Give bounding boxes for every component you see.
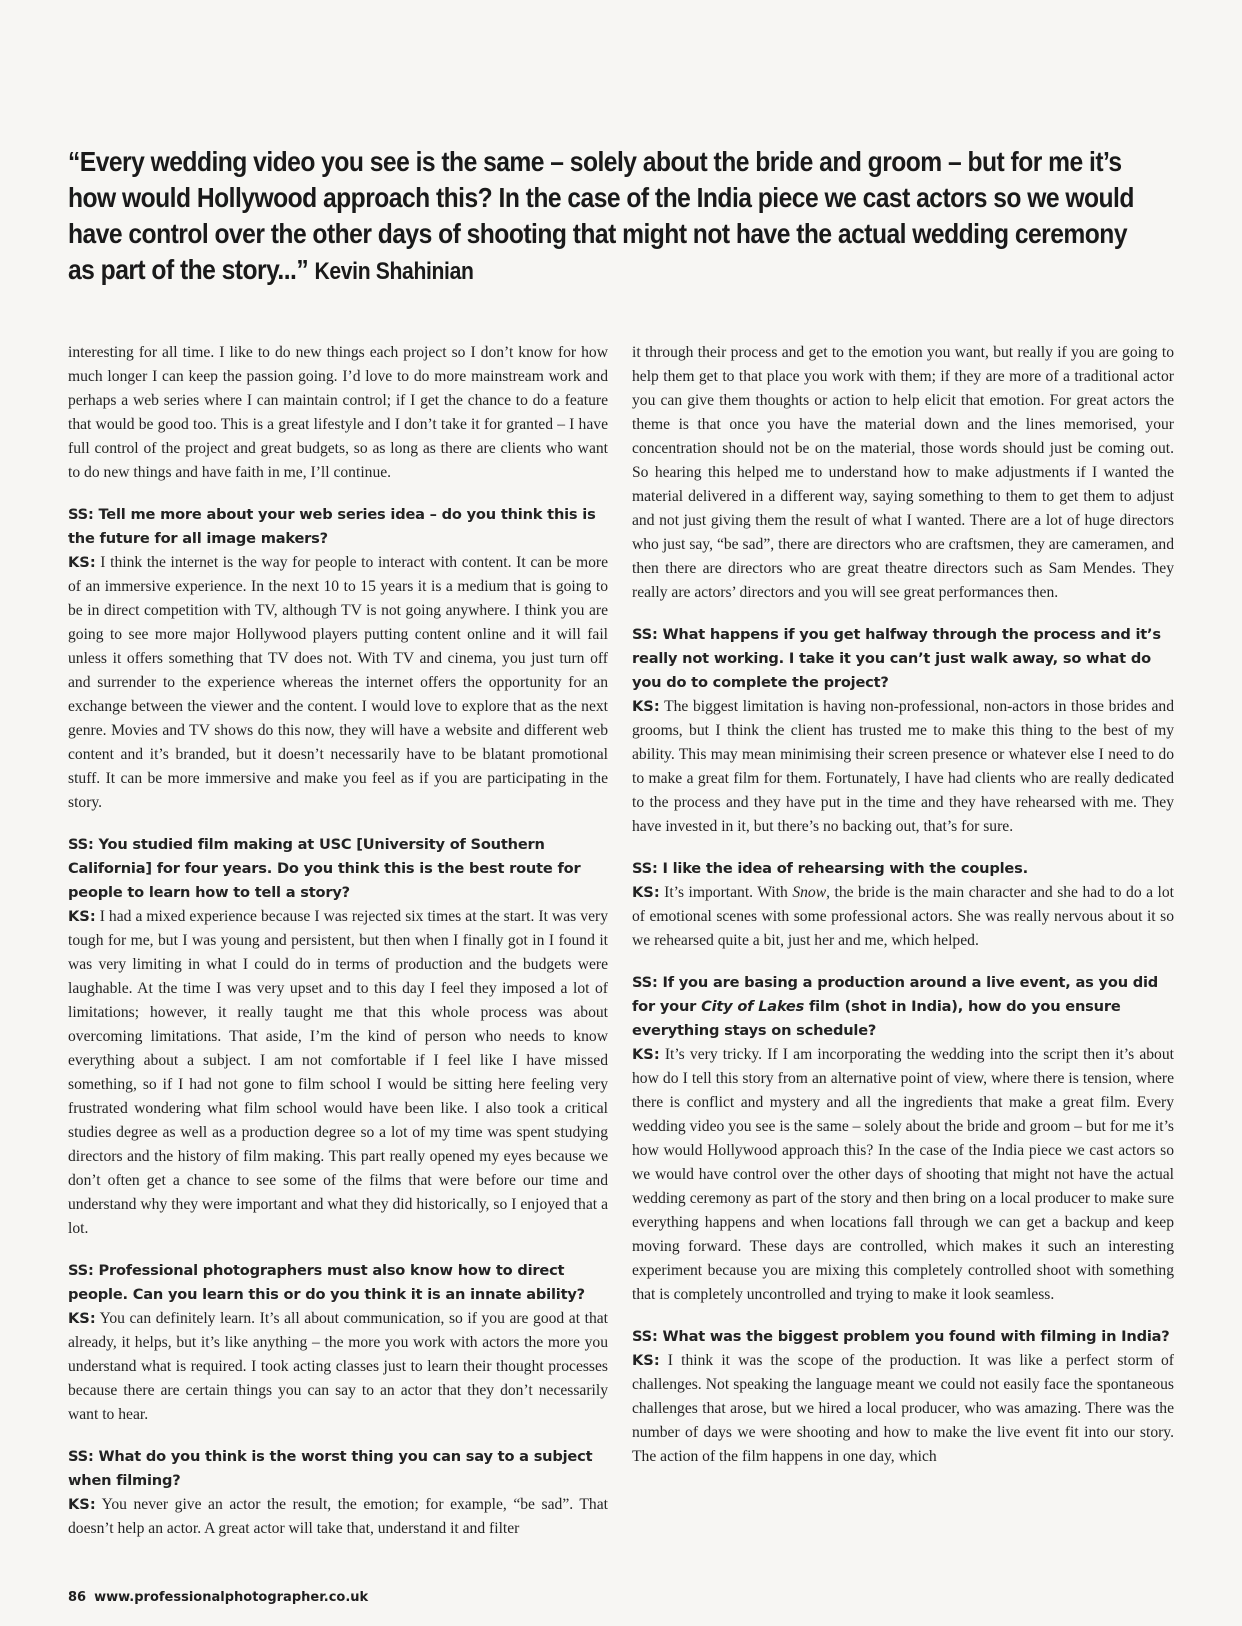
question-text: SS: If you are basing a production around a live event, as you did for your (632, 974, 1159, 1015)
answer-paragraph (632, 1349, 1174, 1469)
film-title: City of Lakes (701, 998, 805, 1015)
answer-text: I had a mixed experience because I was rejected six times at the start. It was very tough for me, but I was young and persistent, but then when I finally got in I found it was very limiting in what I could do in terms of production and the budgets were laughable. At the time I was very upset and to this day I feel they imposed a lot of limitations; however, it really taught me that this whole process was about overcoming limitations. That aside, I’m the kind of person who needs to know everything about a subject. I am not comfortable if I feel like I have missed something, so if I had not gone to film school I would be sitting here feeling very frustrated wondering what film school would have been like. I also took a critical studies degree as well as a production degree so a lot of my time was spent studying directors and the history of film making. This part really opened my eyes because we don’t often get a chance to see some of the films that were before our time and understand why they were important and what they did historically, so I enjoyed that a lot. (68, 908, 608, 1237)
question-heading: SS: What do you think is the worst thing you can say to a subject when filming? (68, 1448, 593, 1489)
question-heading: SS: What was the biggest problem you found with filming in India? (632, 1328, 1170, 1345)
answer-text: I think the internet is the way for people to interact with content. It can be more of an immersive experience. In the next 10 to 15 years it is a medium that is going to be in direct competition with TV, although TV is not going anywhere. I think you are going to see more major Hollywood players putting content online and it will fail unless it offers something that TV does not. With TV and cinema, you just turn off and surrender to the experience whereas the internet offers the opportunity for an exchange between the viewer and the content. I would love to explore that as the next genre. Movies and TV shows do this now, they will have a website and different web content and it’s branded, but it doesn’t necessarily have to be blatant promotional stuff. It can be more immersive and make you feel as if you are participating in the story. (68, 554, 608, 811)
left-column (68, 341, 608, 1541)
answer-paragraph (632, 881, 1174, 953)
question-heading: SS: Tell me more about your web series idea – do you think this is the future for all image makers? (68, 506, 596, 547)
page-footer (68, 1590, 376, 1605)
question-heading (632, 971, 1174, 1043)
answer-label: KS: (632, 1046, 660, 1063)
answer-paragraph (68, 905, 608, 1241)
paragraph-text: it through their process and get to the emotion you want, but really if you are going to help them get to that place you work with them; if they are more of a traditional actor you can give them thoughts or action to help elicit that emotion. For great actors the theme is that once you have the material down and the lines memorised, your concentration should not be on the material, those words should just be coming out. So hearing this helped me to understand how to make adjustments if I wanted the material delivered in a different way, saying something to them to get them to adjust and not just giving them the result of what I wanted. There are a lot of huge directors who just say, “be sad”, there are directors who are craftsmen, they are cameramen, and then there are directors who are great theatre directors such as Sam Mendes. They really are actors’ directors and you will see great performances then. (632, 344, 1174, 601)
answer-label: KS: (632, 884, 660, 901)
answer-text: You never give an actor the result, the emotion; for example, “be sad”. That doesn’t help an actor. A great actor will take that, understand it and filter (68, 1496, 608, 1537)
right-column (632, 341, 1174, 1469)
page-number: 86 (68, 1590, 87, 1605)
question-heading: SS: You studied film making at USC [University of Southern California] for four years. Do you think this is the best route for people to learn how to tell a story? (68, 836, 581, 901)
paragraph-text: interesting for all time. I like to do new things each project so I don’t know for how much longer I can keep the passion going. I’d love to do more mainstream work and perhaps a web series where I can maintain control; if I get the chance to do a feature that would be good too. This is a great lifestyle and I don’t take it for granted – I have full control of the project and great budgets, so as long as there are clients who want to do new things and have faith in me, I’ll continue. (68, 344, 608, 481)
answer-paragraph (68, 1307, 608, 1427)
answer-label: KS: (68, 554, 96, 571)
answer-paragraph (632, 695, 1174, 839)
answer-paragraph (68, 551, 608, 815)
question-heading: SS: I like the idea of rehearsing with the couples. (632, 860, 1028, 877)
question-text: film (shot in India), how do you ensure everything stays on schedule? (632, 998, 1121, 1039)
question-heading: SS: Professional photographers must also know how to direct people. Can you learn this or do you think it is an innate ability? (68, 1262, 585, 1303)
website-url: www.professionalphotographer.co.uk (94, 1590, 369, 1605)
answer-text: It’s very tricky. If I am incorporating the wedding into the script then it’s about how do I tell this story from an alternative point of view, where there is tension, where there is conflict and mystery and all the ingredients that make a great film. Every wedding video you see is the same – solely about the bride and groom – but for me it’s how would Hollywood approach this? In the case of the India piece we cast actors so we would have control over the other days of shooting that might not have the actual wedding ceremony as part of the story and then bring on a local producer to make sure everything happens and when locations fall through we can get a backup and keep moving forward. These days are controlled, which makes it such an interesting experiment because you are mixing this completely controlled shoot with something that is completely uncontrolled and trying to make it look seamless. (632, 1046, 1174, 1303)
answer-paragraph (68, 1493, 608, 1541)
answer-text: You can definitely learn. It’s all about communication, so if you are good at that already, it helps, but it’s like anything – the more you work with actors the more you understand what is required. I took acting classes just to learn their thought processes because there are certain things you can say to an actor that they don’t necessarily want to hear. (68, 1310, 608, 1423)
answer-label: KS: (68, 1496, 96, 1513)
pull-quote (68, 144, 1159, 290)
answer-text: , the bride is the main character and she had to do a lot of emotional scenes with some professional actors. She was really nervous about it so we rehearsed quite a bit, just her and me, which helped. (632, 884, 1174, 949)
answer-paragraph (632, 1043, 1174, 1307)
pull-quote-text: “Every wedding video you see is the same – solely about the bride and groom – but for me it’s how would Hollywood approach this? In the case of the India piece we cast actors so we would have control over the other days of shooting that might not have the actual wedding ceremony as part of the story...” (68, 146, 1134, 285)
pull-quote-attribution: Kevin Shahinian (314, 258, 474, 285)
answer-label: KS: (632, 1352, 660, 1369)
answer-text: It’s important. With (659, 884, 793, 901)
question-heading: SS: What happens if you get halfway through the process and it’s really not working. I take it you can’t just walk away, so what do you do to complete the project? (632, 626, 1161, 691)
film-title: Snow (792, 884, 827, 901)
answer-label: KS: (68, 908, 96, 925)
answer-label: KS: (68, 1310, 96, 1327)
answer-text: The biggest limitation is having non-professional, non-actors in those brides and grooms, but I think the client has trusted me to make this thing to the best of my ability. This may mean minimising their screen presence or whatever else I need to do to make a great film for them. Fortunately, I have had clients who are really dedicated to the process and they have put in the time and they have rehearsed with me. They have invested in it, but there’s no backing out, that’s for sure. (632, 698, 1174, 835)
answer-text: I think it was the scope of the production. It was like a perfect storm of challenges. Not speaking the language meant we could not easily face the spontaneous challenges that arose, but we hired a local producer, who was amazing. There was the number of days we were shooting and how to make the live event fit into our story. The action of the film happens in one day, which (632, 1352, 1174, 1465)
answer-label: KS: (632, 698, 660, 715)
